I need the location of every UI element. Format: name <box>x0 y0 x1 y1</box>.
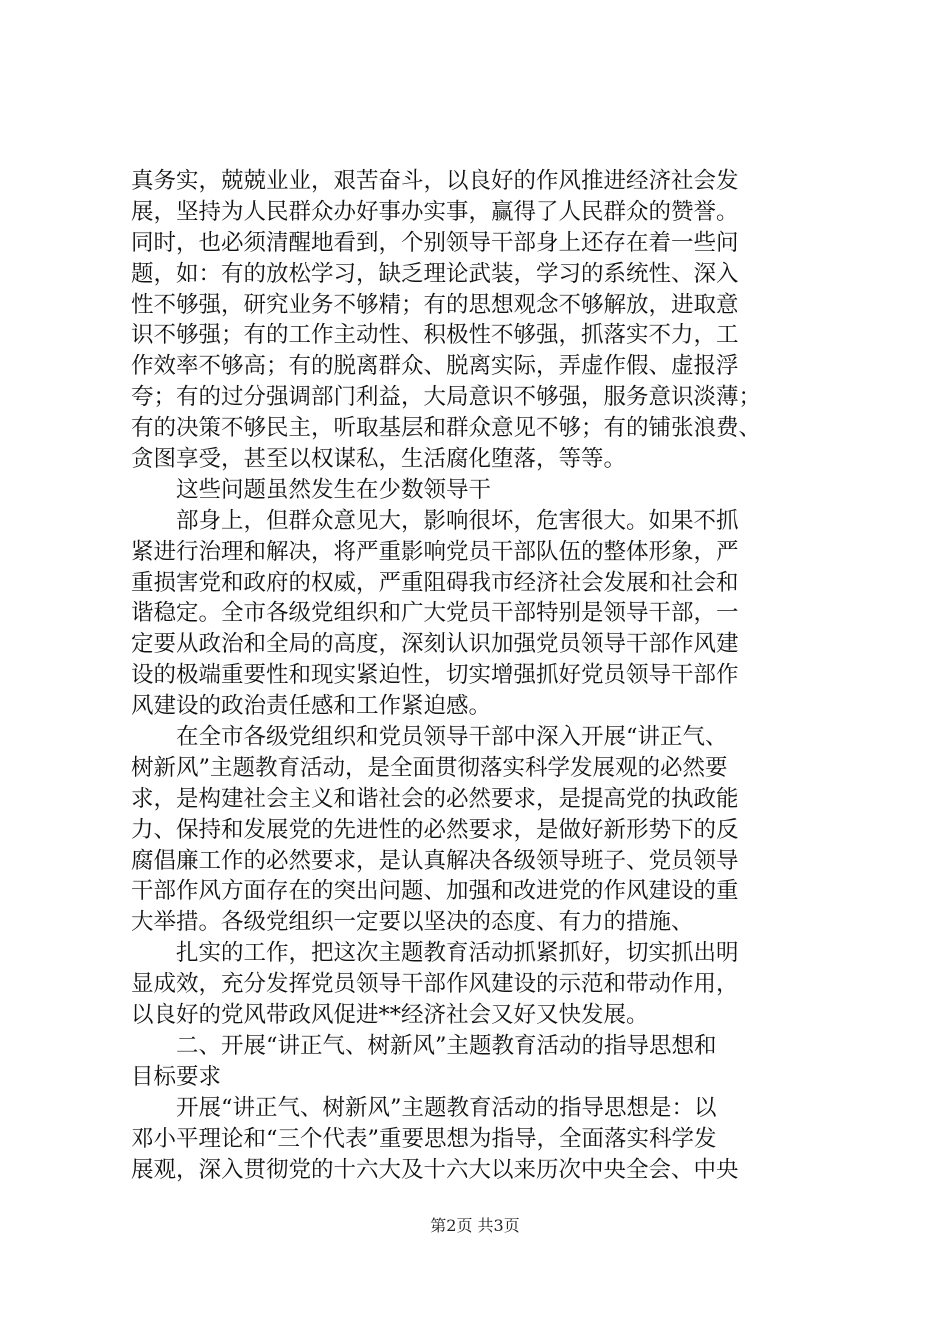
text-line: 大举措。各级党组织一定要以坚决的态度、有力的措施、 <box>131 909 694 936</box>
text-line: 腐倡廉工作的必然要求，是认真解决各级领导班子、党员领导 <box>131 847 739 874</box>
text-line: 二、开展“讲正气、树新风”主题教育活动的指导思想和 <box>176 1032 717 1059</box>
text-line: 展，坚持为人民群众办好事办实事，赢得了人民群众的赞誉。 <box>131 198 739 225</box>
text-line: 谐稳定。全市各级党组织和广大党员干部特别是领导干部，一 <box>131 600 739 627</box>
text-line: 作效率不够高；有的脱离群众、脱离实际，弄虚作假、虚报浮 <box>131 353 739 380</box>
text-line: 有的决策不够民主，听取基层和群众意见不够；有的铺张浪费、 <box>131 415 762 442</box>
page-footer: 第2页 共3页 <box>430 1216 520 1235</box>
text-line: 干部作风方面存在的突出问题、加强和改进党的作风建设的重 <box>131 878 739 905</box>
text-line: 邓小平理论和“三个代表”重要思想为指导，全面落实科学发 <box>131 1125 717 1152</box>
text-line: 力、保持和发展党的先进性的必然要求，是做好新形势下的反 <box>131 816 739 843</box>
text-line: 目标要求 <box>131 1063 222 1090</box>
text-line: 同时，也必须清醒地看到，个别领导干部身上还存在着一些问 <box>131 229 739 256</box>
text-line: 部身上，但群众意见大，影响很坏，危害很大。如果不抓 <box>176 507 739 534</box>
body-text <box>131 166 831 1185</box>
text-line: 贪图享受，甚至以权谋私，生活腐化堕落，等等。 <box>131 446 627 473</box>
text-line: 开展“讲正气、树新风”主题教育活动的指导思想是：以 <box>176 1094 717 1121</box>
text-line: 树新风”主题教育活动，是全面贯彻落实科学发展观的必然要 <box>131 754 728 781</box>
text-line: 夸；有的过分强调部门利益，大局意识不够强，服务意识淡薄； <box>131 384 762 411</box>
text-line: 紧进行治理和解决，将严重影响党员干部队伍的整体形象，严 <box>131 538 739 565</box>
text-line: 设的极端重要性和现实紧迫性，切实增强抓好党员领导干部作 <box>131 662 739 689</box>
text-line: 求，是构建社会主义和谐社会的必然要求，是提高党的执政能 <box>131 785 739 812</box>
text-line: 展观，深入贯彻党的十六大及十六大以来历次中央全会、中央 <box>131 1156 739 1183</box>
text-line: 题，如：有的放松学习，缺乏理论武装，学习的系统性、深入 <box>131 260 739 287</box>
text-line: 这些问题虽然发生在少数领导干 <box>176 476 492 503</box>
text-line: 风建设的政治责任感和工作紧迫感。 <box>131 693 492 720</box>
text-line: 识不够强；有的工作主动性、积极性不够强，抓落实不力，工 <box>131 322 739 349</box>
text-line: 性不够强，研究业务不够精；有的思想观念不够解放，进取意 <box>131 291 739 318</box>
text-line: 真务实，兢兢业业，艰苦奋斗，以良好的作风推进经济社会发 <box>131 168 739 194</box>
text-line: 重损害党和政府的权威，严重阻碍我市经济社会发展和社会和 <box>131 569 739 596</box>
text-line: 定要从政治和全局的高度，深刻认识加强党员领导干部作风建 <box>131 631 739 658</box>
text-line: 在全市各级党组织和党员领导干部中深入开展“讲正气、 <box>176 724 728 751</box>
text-line: 显成效，充分发挥党员领导干部作风建设的示范和带动作用， <box>131 971 739 998</box>
text-line: 扎实的工作，把这次主题教育活动抓紧抓好，切实抓出明 <box>176 940 739 967</box>
text-line: 以良好的党风带政风促进**经济社会又好又快发展。 <box>131 1002 649 1029</box>
